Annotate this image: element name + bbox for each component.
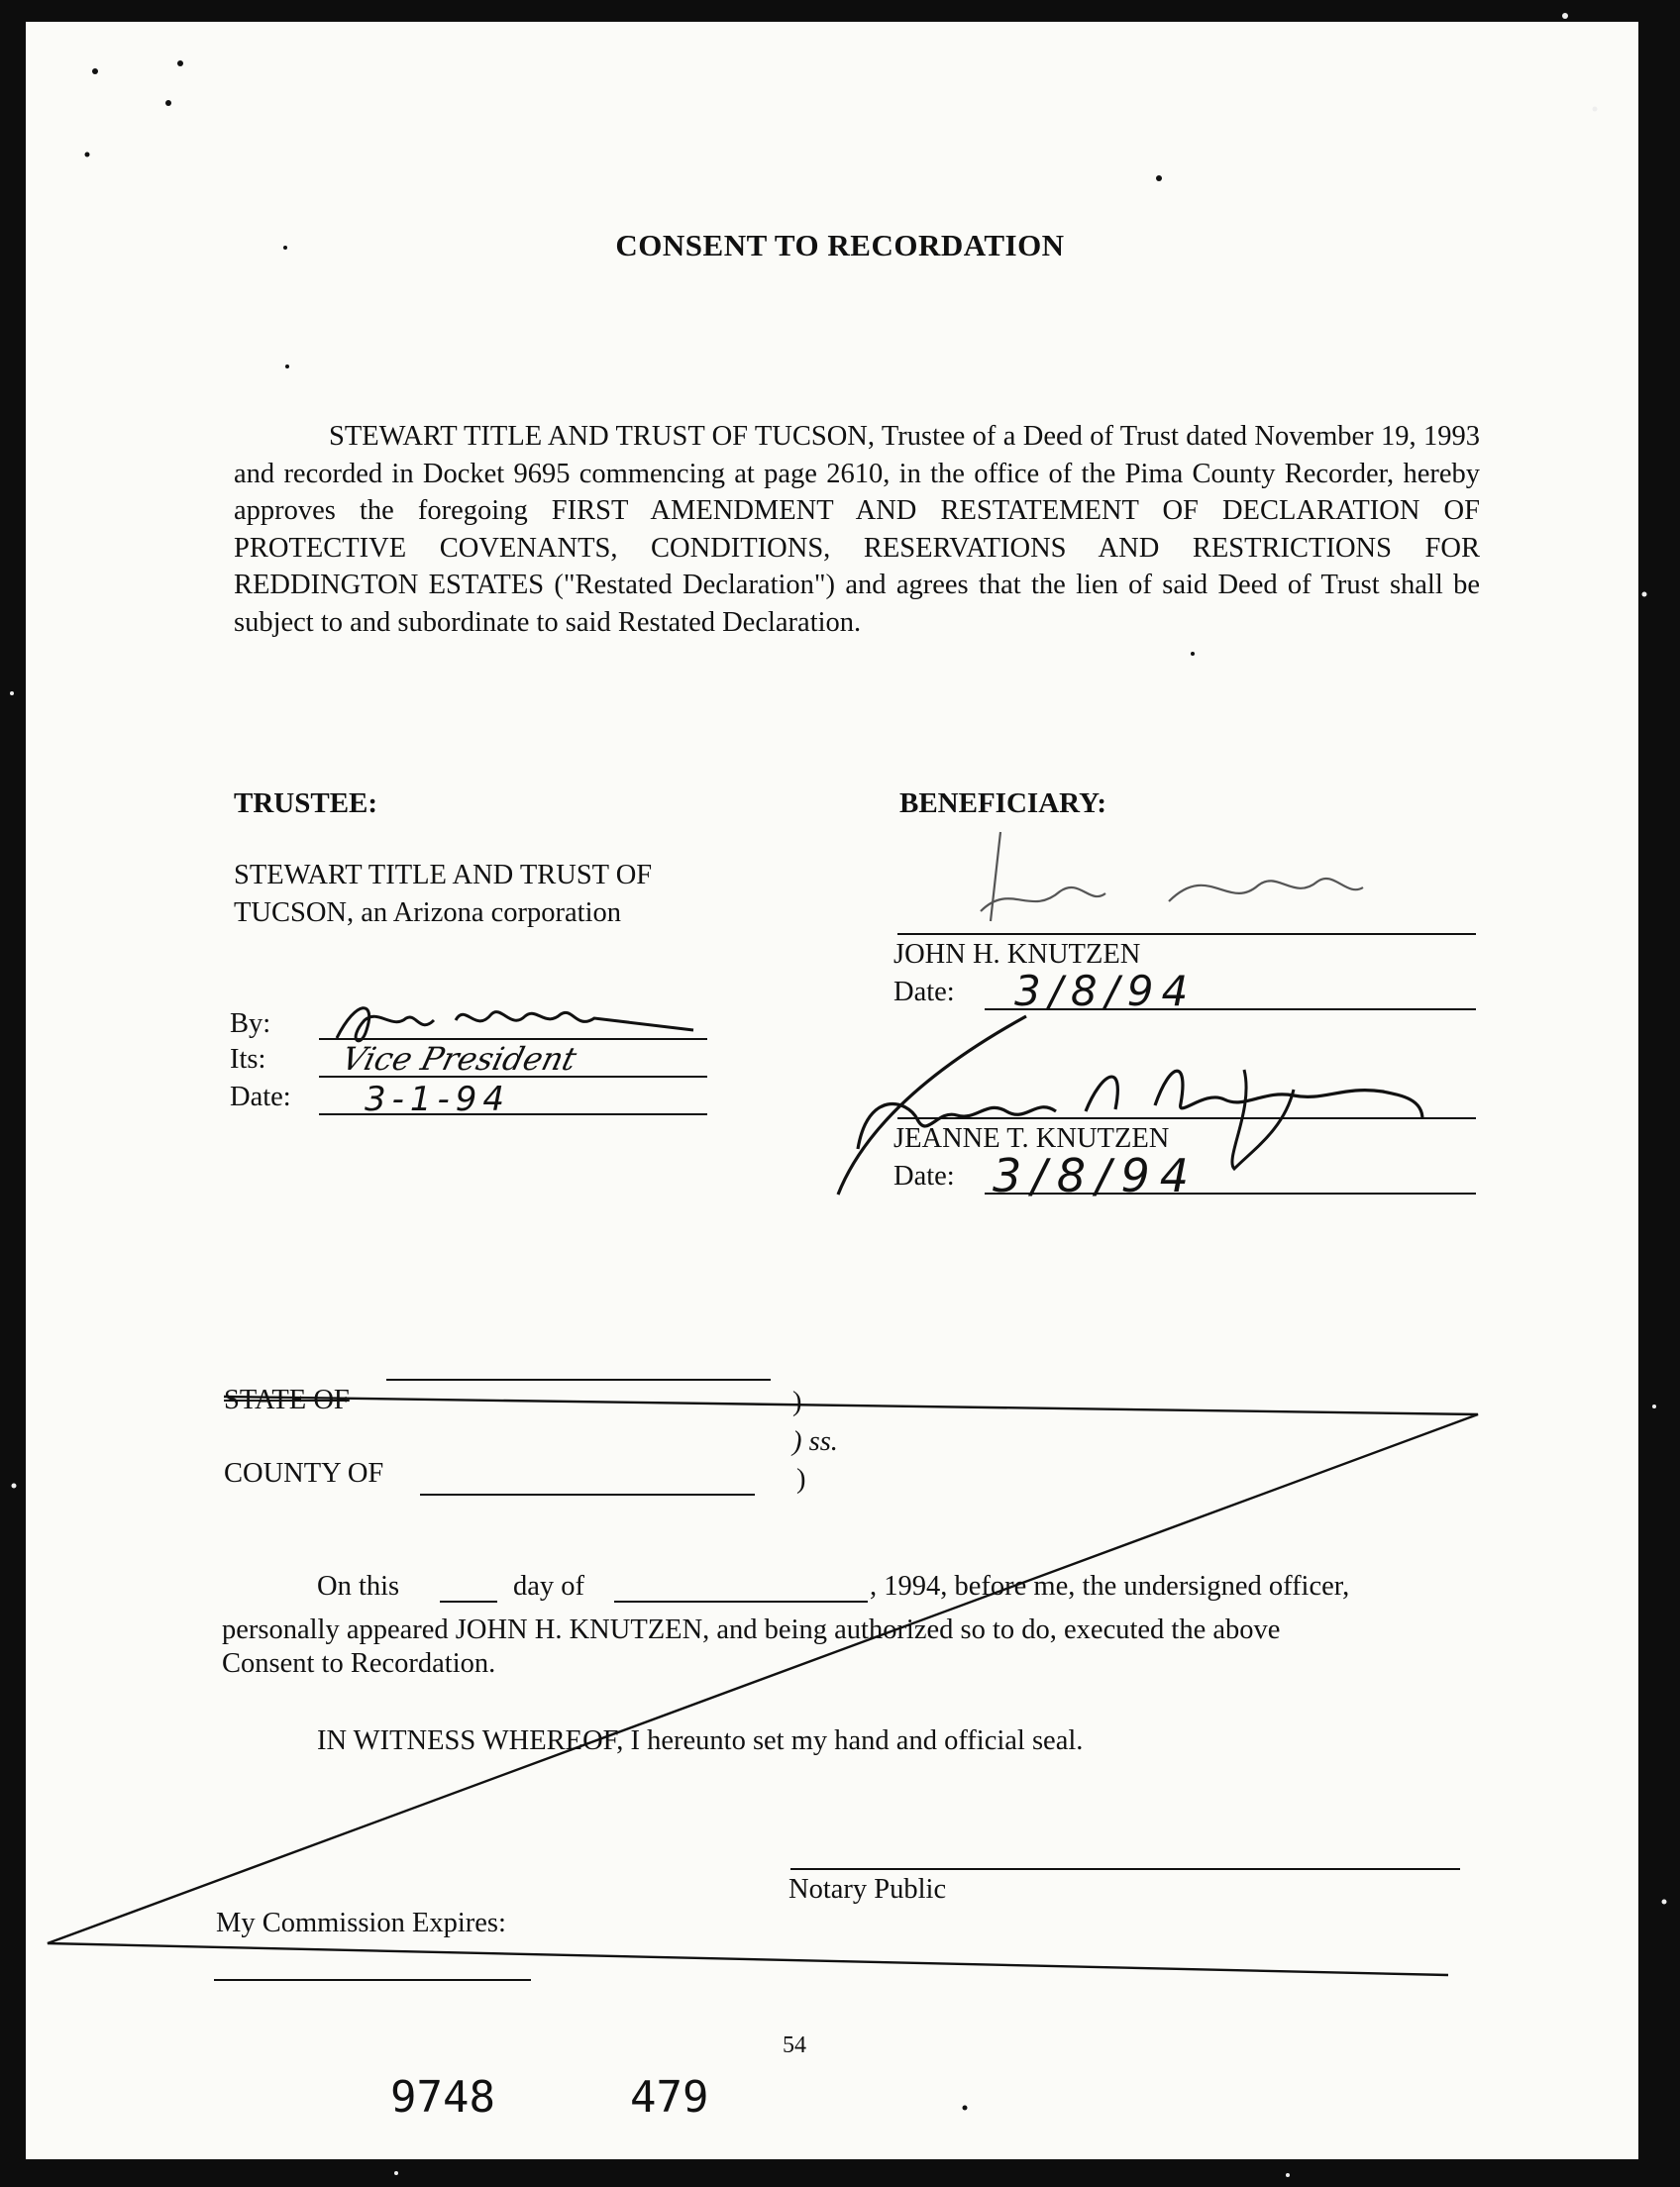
bracket-1: ) [792, 1387, 802, 1417]
signer2-name: JEANNE T. KNUTZEN [893, 1123, 1170, 1154]
page-reference: 479 [630, 2072, 709, 2123]
trustee-name-line1: STEWART TITLE AND TRUST OF [234, 860, 653, 890]
docket-number: 9748 [390, 2072, 495, 2123]
ack-day-of: day of [513, 1571, 585, 1602]
trustee-its-value: Vice President [338, 1040, 580, 1078]
bracket-3: ) [796, 1464, 806, 1495]
signer2-date-label: Date: [893, 1161, 955, 1192]
consent-paragraph: STEWART TITLE AND TRUST OF TUCSON, Trustee of a Deed of Trust dated November 19, 1993 and recorded in Docket 9695 commencing at page 2610, in the office of the Pima County Recorder, hereby approves the foregoing FIRST AMENDMENT AND RESTATEMENT OF DECLARATION OF PROTECTIVE COVENANTS, CONDITIONS, RESERVATIONS AND RESTRICTIONS FOR REDDINGTON ESTATES ("Restated Declaration") and agrees that the lien of said Deed of Trust shall be subject to and subordinate to said Restated Declaration. [234, 421, 1480, 638]
witness-statement: IN WITNESS WHEREOF, I hereunto set my hand and official seal. [317, 1725, 1084, 1756]
ack-line2: personally appeared JOHN H. KNUTZEN, and being authorized so to do, executed the above [222, 1614, 1281, 1645]
beneficiary-heading: BENEFICIARY: [899, 787, 1107, 819]
trustee-name-line2: TUCSON, an Arizona corporation [234, 897, 621, 928]
county-of-label: COUNTY OF [224, 1458, 384, 1489]
trustee-date-value: 3-1-94 [365, 1080, 511, 1119]
commission-expires-label: My Commission Expires: [216, 1908, 506, 1938]
signer1-date-label: Date: [893, 977, 955, 1007]
bracket-ss: ) ss. [792, 1426, 838, 1457]
ack-line3: Consent to Recordation. [222, 1648, 496, 1679]
signer2-date-value: 3/8/94 [993, 1149, 1200, 1202]
ack-line1-end: , 1994, before me, the undersigned officer, [870, 1571, 1350, 1602]
state-of-label: STATE OF [224, 1385, 350, 1415]
signer1-name: JOHN H. KNUTZEN [893, 939, 1141, 970]
document-title: CONSENT TO RECORDATION [615, 228, 1065, 262]
trustee-heading: TRUSTEE: [234, 787, 378, 819]
trustee-date-label: Date: [230, 1082, 291, 1112]
signer1-date-value: 3/8/94 [1014, 967, 1197, 1015]
page-number: 54 [783, 2032, 806, 2058]
ack-on-this: On this [317, 1571, 400, 1602]
trustee-by-label: By: [230, 1008, 271, 1039]
trustee-its-label: Its: [230, 1044, 266, 1075]
notary-public-label: Notary Public [788, 1874, 947, 1905]
